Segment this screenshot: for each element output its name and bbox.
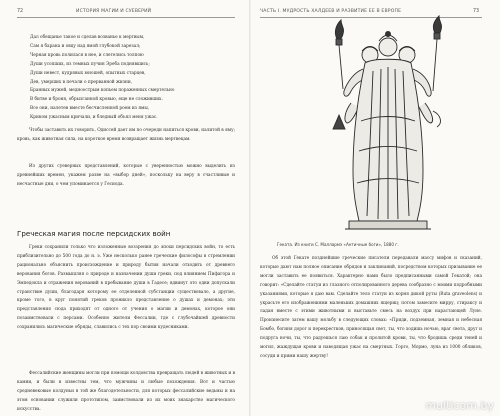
poem-line: Души невест, кудрявых юношей, опытных старцев, <box>30 70 146 76</box>
body-paragraph: Чтобы заставить их говорить, Одиссей дает им по очереди напиться крови, налитой в яму; кровь, как животная сила, на короткое время возвращает жизнь мертвецам. <box>17 128 235 142</box>
poem-line: Черная кровь полилася в нее, и слетелись толпою <box>30 52 144 58</box>
body-paragraph: Из других суеверных представлений, которые с уверенностью можно выделить из древнейших времен, укажем разве на «выбор дней», поскольку на веру в счастливые и несчастные дни, о чем упоминается у Гесиода. <box>17 164 235 187</box>
site-watermark: multicom.by <box>425 399 494 412</box>
hecate-engraving <box>323 11 453 236</box>
section-heading: Греческая магия после персидских войн <box>17 229 171 238</box>
poem-line: Души усопших, из темных пучин Эреба поднявшись; <box>30 61 150 67</box>
poem-line: Бранных мужей, медноострым копьем пораженных смертельно <box>30 88 175 94</box>
left-page <box>0 0 249 416</box>
right-running-head: ЧАСТЬ I. МУДРОСТЬ ХАЛДЕЕВ И РАЗВИТИЕ ЕЕ В ЕВРОПЕ <box>260 9 402 14</box>
poem-line: Дал обещанье такое и сделав возванье к мертвым, <box>30 35 145 40</box>
body-paragraph: Фессалийские женщины могли при помощи колдовства превращать людей в животных и в камни, и были в известны тем, что мужчины и любые похождения. Вот и частью средневековые колдуньи в той же благодетельности, для которых фессалийские ведьмы и на этом основании служили прототипом, заимствовали из их моих знахарство магического искусства. <box>17 371 235 412</box>
poem-line: Сам я барана и овцу над ямой глубокой зарезал; <box>30 43 141 49</box>
poem-line: Все они, налетев вместе бесчисленной роем из ямы, <box>30 106 150 112</box>
left-page-number: 72 <box>17 9 24 14</box>
figure-caption: Геката. Из книги С. Маллармэ «Античные боги», 1880 г. <box>277 242 399 247</box>
body-paragraph: Об этой Гекате позднейшие греческие писатели передавали массу мифов и сказаний, которые дают нам полное описание обрядов и заклинаний, посредством которых призывание ее могли заставить ее появиться. Характерно нами было предписанными самой Гекатой; она говорит: «Сделайте статуи из глазного отполированного дерева сообразно с моими подробными указаниями, которые я даю вам. Сделайте тело статуи из корня дикой руты (Ruta graveolens) и украсьте его изображениями маленьких домашних ящериц; потом замесите мирру, стираксу и ладан вместе с этими животными и выставьте смесь на воздух при нарастающей Луне. Произнесите затем вашу мольбу в следующих словах: «Приди, подземная, земная и небесная Бомбо, богиня дорог и перекрестков, приносящая свет, ты, что ходишь ночью, враг света, друг и подруга ночи, ты, что радуешься лаю собак и пролитой крови, ты, что бродишь среди теней и могил, жаждущая крови и наводящая ужас на смертных. Горго, Мормо, луна из 1000 обликов, сосуди и прими нашу жертву! <box>260 256 482 359</box>
poem-line: Дев, умерших в печали о прерванной жизни, <box>30 79 133 85</box>
poem-excerpt <box>30 34 235 123</box>
left-header-rule <box>17 17 235 18</box>
body-paragraph: Греки сохранили только что изложенные воззрения до эпохи персидских войн, то есть приблизительно до 500 года до н. э. Уже несколько ранее греческие философы в стремлении рационально объяснить происхождение и природу бытия начали отходить от древнего верования богов. Размышляя о природе и назначении души греки, под влиянием Пифагора и Эмпедокла и отражения верований в пребывание души в Гадесе; вдвинут это одни допускали странствие души, благодаря которому ее отделенной субстанции существовало, а другие, кроме того, в круг понятий греков проникло представление о душах и демонах; эти представления сюда приходят от одного от учения о магии и демонах, которое они позаимствовали с персами. Особенно жители Фессалии, где с глубочайшей древности сохранились магические обряды, славились с тех пор своими кудесниками. <box>17 245 235 331</box>
poem-line: Криком ужасным кричали, и бледный объял меня ужас. <box>30 115 158 121</box>
poem-line: В битве и броня, обрызганной кровью, еще не сложивших. <box>30 97 163 103</box>
right-page <box>251 0 500 416</box>
right-page-number: 73 <box>473 9 480 14</box>
left-running-head: ИСТОРИЯ МАГИИ И СУЕВЕРИЙ <box>76 9 152 14</box>
